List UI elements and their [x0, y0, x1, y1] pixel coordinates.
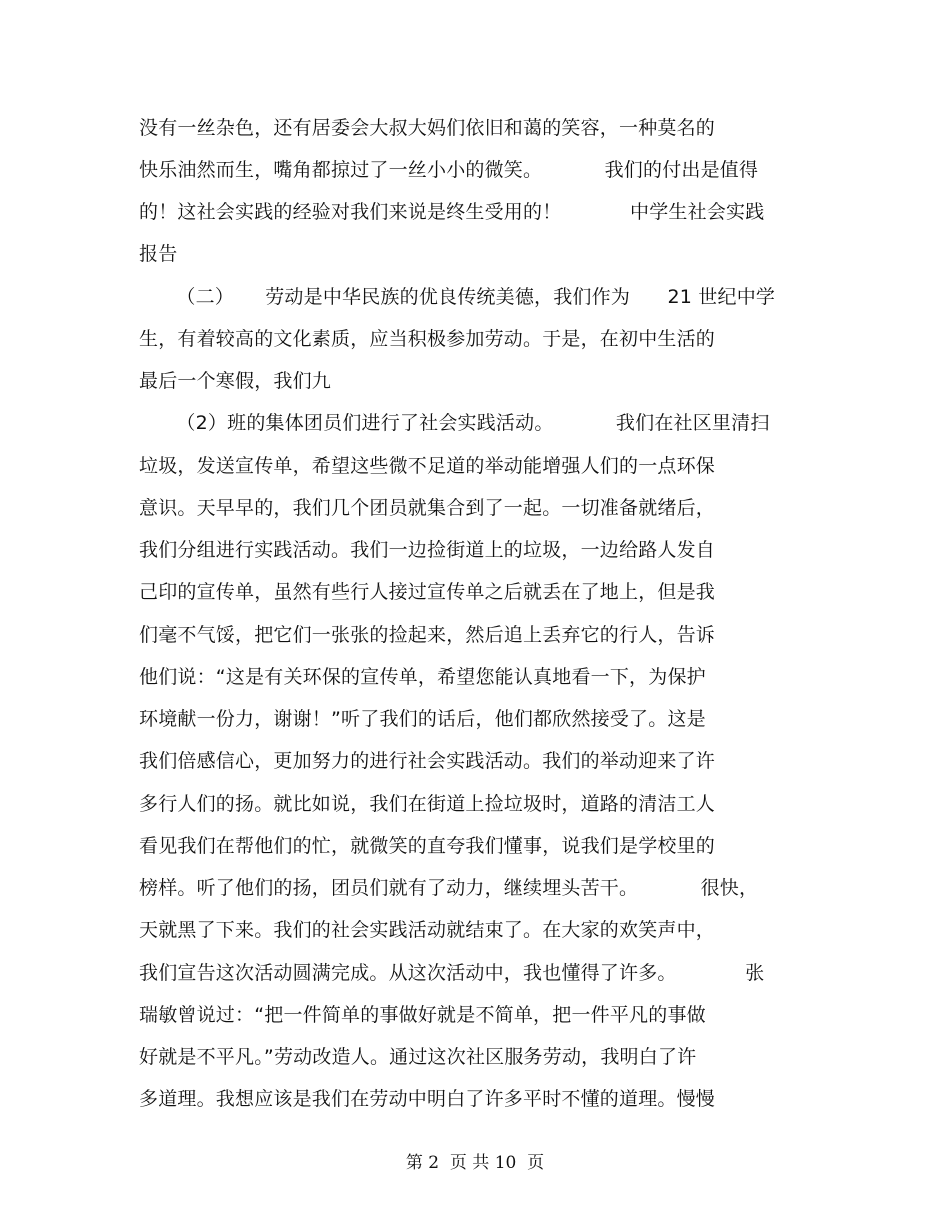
text-line: 我们倍感信心，更加努力的进行社会实践活动。我们的举动迎来了许: [139, 750, 716, 772]
text-line: 我们分组进行实践活动。我们一边捡街道上的垃圾，一边给路人发自: [139, 539, 716, 561]
text-line: 好就是不平凡。”劳动改造人。通过这次社区服务劳动，我明白了许: [139, 1046, 697, 1068]
text-line: 意识。天早早的，我们几个团员就集合到了一起。一切准备就绪后，: [139, 497, 716, 519]
text-line: 生，有着较高的文化素质，应当积极参加劳动。于是，在初中生活的: [139, 328, 716, 350]
text-line: 看见我们在帮他们的忙，就微笑的直夸我们懂事，说我们是学校里的: [139, 835, 716, 857]
text-line: 最后一个寒假，我们九: [139, 370, 332, 392]
text-line: 的！这社会实践的经验对我们来说是终生受用的！ 中学生社会实践: [139, 201, 765, 223]
text-line: 多行人们的扬。就比如说，我们在街道上捡垃圾时，道路的清洁工人: [139, 793, 716, 815]
text-line: 他们说：“这是有关环保的宣传单，希望您能认真地看一下，为保护: [139, 666, 706, 688]
text-line: 环境献一份力，谢谢！”听了我们的话后，他们都欣然接受了。这是: [139, 708, 706, 730]
text-line: 己印的宣传单，虽然有些行人接过宣传单之后就丢在了地上，但是我: [139, 581, 716, 603]
text-line: 瑞敏曾说过：“把一件简单的事做好就是不简单，把一件平凡的事做: [139, 1004, 706, 1026]
text-line: 报告: [139, 243, 178, 265]
text-line: （二） 劳动是中华民族的优良传统美德，我们作为 21 世纪中学: [139, 286, 776, 308]
text-line: 垃圾，发送宣传单，希望这些微不足道的举动能增强人们的一点环保: [139, 455, 716, 477]
text-line: 们毫不气馁，把它们一张张的捡起来，然后追上丢弃它的行人，告诉: [139, 624, 716, 646]
text-line: 天就黑了下来。我们的社会实践活动就结束了。在大家的欢笑声中，: [139, 919, 716, 941]
text-line: 我们宣告这次活动圆满完成。从这次活动中，我也懂得了许多。 张: [139, 962, 765, 984]
text-line: 榜样。听了他们的扬，团员们就有了动力，继续埋头苦干。 很快，: [139, 877, 759, 899]
text-line: （2）班的集体团员们进行了社会实践活动。 我们在社区里清扫: [139, 412, 770, 434]
text-line: 多道理。我想应该是我们在劳动中明白了许多平时不懂的道理。慢慢: [139, 1088, 716, 1110]
text-line: 没有一丝杂色，还有居委会大叔大妈们依旧和蔼的笑容，一种莫名的: [139, 117, 716, 139]
page-number: 第 2 页 共 10 页: [405, 1153, 545, 1173]
text-line: 快乐油然而生，嘴角都掠过了一丝小小的微笑。 我们的付出是值得: [139, 159, 759, 181]
